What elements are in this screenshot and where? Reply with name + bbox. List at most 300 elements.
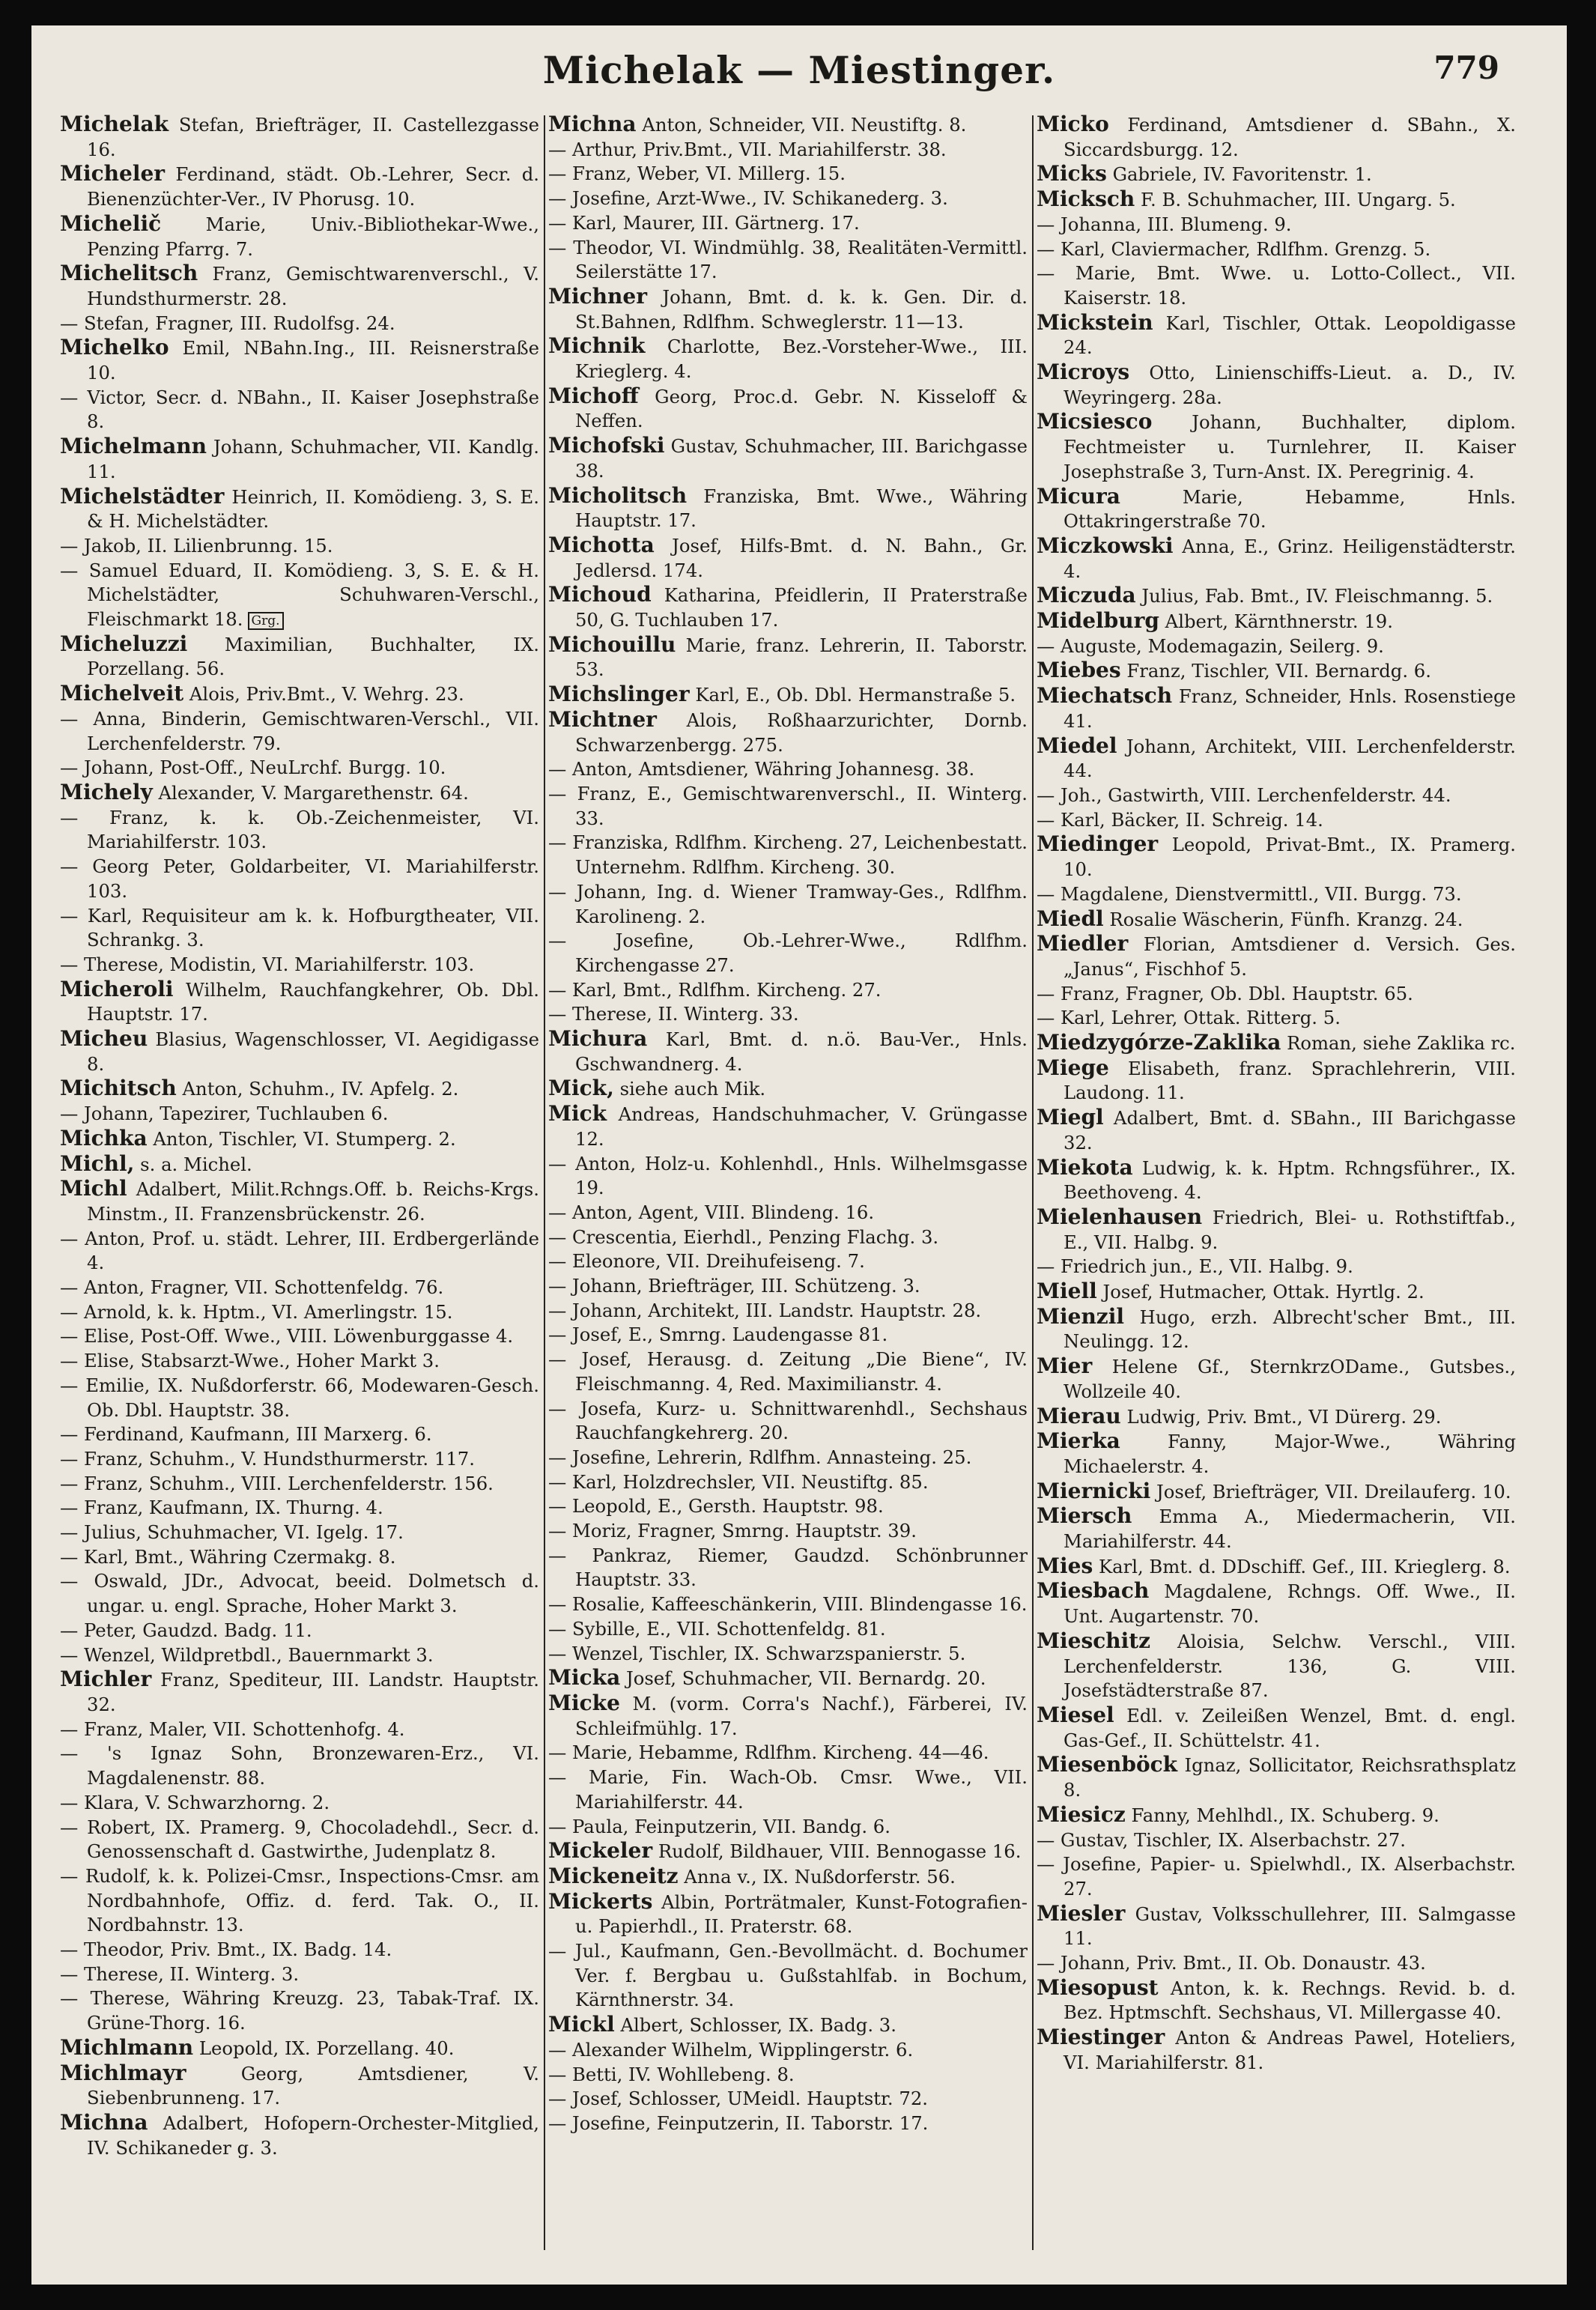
directory-entry [60,386,539,434]
directory-entry [60,1324,539,1349]
entry-details: Gustav, Tischler, IX. Alserbachstr. 27. [1061,1828,1407,1851]
entry-details: Adalbert, Milit.Rchngs.Off. b. Reichs-Krgs. Minstm., II. Franzensbrückenstr. 26. [87,1178,539,1225]
entry-headword: Miesicz [1037,1801,1126,1827]
directory-entry [548,1642,1028,1667]
entry-details: Josefine, Feinputzerin, II. Taborstr. 17. [572,2112,929,2134]
directory-entry [548,1494,1028,1519]
entry-details: Franz, Weber, VI. Millerg. 15. [572,163,846,185]
entry-details: Franz, Fragner, Ob. Dbl. Hauptstr. 65. [1061,982,1413,1004]
entry-details: Johann, Architekt, III. Landstr. Hauptstr. 28. [572,1299,982,1321]
directory-entry [1037,1579,1516,1628]
entry-headword: Mick, [548,1076,614,1101]
entry-details: Maximilian, Buchhalter, IX. Porzellang. 56. [87,633,539,680]
directory-entry [60,953,539,977]
entry-headword: — [1037,982,1055,1004]
directory-entry [548,929,1028,977]
entry-details: Anton, Schuhm., IV. Apfelg. 2. [182,1078,459,1100]
directory-entry [60,1472,539,1497]
directory-entry [1037,360,1516,410]
directory-entry [548,1617,1028,1642]
entry-details: Franz, E., Gemischtwarenverschl., II. Winterg. 33. [575,782,1028,829]
directory-entry [548,1544,1028,1592]
entry-headword: — [1037,634,1055,657]
entry-headword: Micka [548,1665,621,1691]
entry-headword: Michl [60,1176,127,1201]
directory-entry [548,1249,1028,1274]
directory-entry [60,1791,539,1816]
entry-details: Heinrich, II. Komödieng. 3, S. E. & H. Michelstädter. [87,485,539,533]
entry-headword: — [1037,1828,1055,1851]
entry-details: Ludwig, k. k. Hptm. Rchngsführer., IX. Beethoveng. 4. [1064,1156,1516,1204]
entry-headword: — [60,1987,79,2010]
entry-details: Rudolf, k. k. Polizei-Cmsr., Inspections-Cmsr. am Nordbahnhofe, Offiz. d. ferd. Tak. O., II. Nordbahnstr. 13. [85,1864,539,1936]
entry-details: Josefine, Ob.-Lehrer-Wwe., Rdlfhm. Kirchengasse 27. [575,930,1028,976]
directory-entry [60,1986,539,2035]
entry-headword: Michler [60,1667,152,1692]
entry-headword: Michitsch [60,1076,177,1101]
entry-details: Franziska, Rdlfhm. Kircheng. 27, Leichenbestatt. Unternehm. Rdlfhm. Kircheng. 30. [572,831,1028,879]
directory-entry [60,1521,539,1545]
entry-headword: Michura [548,1026,648,1052]
entry-details: Elisabeth, franz. Sprachlehrerin, VIII. Laudong. 11. [1064,1057,1516,1104]
entry-headword: — [548,1152,567,1174]
entry-details: Johann, Ing. d. Wiener Tramway-Ges., Rdlfhm. Karolineng. 2. [575,880,1028,927]
directory-entry [60,336,539,385]
entry-headword: — [548,138,567,160]
entry-details: F. B. Schuhmacher, III. Ungarg. 5. [1140,189,1456,211]
entry-headword: — [548,831,567,854]
entry-details: Georg, Amtsdiener, V. Siebenbrunneng. 17. [87,2062,539,2109]
entry-details: Josef, E., Smrng. Laudengasse 81. [572,1324,888,1346]
entry-details: Marie, franz. Lehrerin, II. Taborstr. 53. [575,634,1028,681]
directory-entry [548,1691,1028,1741]
entry-headword: — [60,1570,79,1592]
entry-details: Andreas, Handschuhmacher, V. Grüngasse 12. [575,1103,1028,1150]
entry-headword: — [548,1299,567,1321]
entry-headword: Michelmann [60,434,207,459]
entry-details: Johann, Tapezirer, Tuchlauben 6. [84,1103,389,1125]
directory-entry [60,756,539,780]
directory-entry [548,484,1028,533]
directory-entry [60,977,539,1027]
entry-details: Therese, II. Winterg. 3. [84,1962,300,1985]
entry-headword: — [60,707,79,730]
entry-details: Betti, IV. Wohllebeng. 8. [572,2063,795,2085]
entry-details: Karl, E., Ob. Dbl. Hermanstraße 5. [695,684,1016,706]
entry-headword: Michoud [548,582,652,607]
entry-headword: — [1037,1007,1055,1029]
directory-entry [548,782,1028,831]
entry-details: Anton, Agent, VIII. Blindeng. 16. [572,1201,875,1223]
directory-entry [1037,261,1516,310]
directory-entry [1037,1629,1516,1703]
entry-headword: — [548,782,567,804]
entry-details: Josefine, Arzt-Wwe., IV. Schikanederg. 3. [572,187,948,210]
entry-details: Franz, Maler, VII. Schottenhofg. 4. [84,1718,405,1740]
entry-headword: Miekota [1037,1154,1133,1180]
entry-headword: Midelburg [1037,608,1159,634]
entry-details: Alexander, V. Margarethenstr. 64. [158,781,469,804]
entry-details: Karl, Holzdrechsler, VII. Neustiftg. 85. [572,1470,929,1493]
entry-headword: Micheroli [60,976,174,1001]
directory-entry [1037,534,1516,583]
directory-entry [548,162,1028,187]
entry-headword: Michna [60,2109,148,2135]
directory-entry [548,1519,1028,1544]
directory-entry [548,285,1028,334]
entry-details: Magdalene, Dienstvermittl., VII. Burgg. 73. [1061,882,1462,905]
entry-details: Emil, NBahn.Ing., III. Reisnerstraße 10. [87,337,539,384]
entry-details: Franz, Gemischtwarenverschl., V. Hundsthurmerstr. 28. [87,263,539,309]
entry-details: Paula, Feinputzerin, VII. Bandg. 6. [572,1815,890,1837]
entry-details: Arnold, k. k. Hptm., VI. Amerlingstr. 15. [84,1300,453,1323]
entry-headword: — [548,1495,567,1518]
entry-details: Julius, Fab. Bmt., IV. Fleischmanng. 5. [1141,585,1493,607]
entry-headword: Miell [1037,1279,1097,1304]
entry-details: Emilie, IX. Nußdorferstr. 66, Modewaren-Gesch. Ob. Dbl. Hauptstr. 38. [85,1374,539,1421]
entry-headword: Miege [1037,1055,1109,1080]
entry-details: Adalbert, Hofopern-Orchester-Mitglied, IV. Schikaneder g. 3. [87,2112,539,2159]
entry-headword: Mickerts [548,1888,653,1914]
entry-details: Josef, Hutmacher, Ottak. Hyrtlg. 2. [1102,1281,1424,1303]
entry-headword: — [60,1350,79,1372]
directory-entry [1037,1354,1516,1404]
entry-details: Wilhelm, Rauchfangkehrer, Ob. Dbl. Hauptstr. 17. [87,978,539,1025]
directory-column-3 [1037,112,1516,2255]
entry-details: Franz, Schuhm., VIII. Lerchenfelderstr. 156. [84,1472,494,1494]
entry-details: Ferdinand, Amtsdiener d. SBahn., X. Siccardsburgg. 12. [1064,114,1516,160]
directory-entry [60,1643,539,1668]
directory-entry [548,1002,1028,1027]
entry-headword: Michouillu [548,631,676,657]
directory-entry [1037,1106,1516,1155]
entry-headword: Micsiesco [1037,409,1153,434]
entry-headword: — [548,1275,567,1297]
directory-entry [548,112,1028,138]
entry-headword: — [60,1472,79,1494]
entry-headword: Michna [548,112,637,136]
directory-entry [548,533,1028,583]
directory-entry [1037,1951,1516,1976]
entry-details: Franz, Schneider, Hnls. Rosenstiege 41. [1064,685,1516,732]
entry-details: Therese, Modistin, VI. Mariahilferstr. 103. [84,953,475,975]
entry-details: Hugo, erzh. Albrecht'scher Bmt., III. Neulingg. 12. [1064,1306,1516,1353]
entry-headword: Micheler [60,161,166,187]
directory-entry [1037,1902,1516,1951]
entry-details: Karl, Claviermacher, Rdlfhm. Grenzg. 5. [1061,237,1431,260]
entry-details: Leopold, Privat-Bmt., IX. Pramerg. 10. [1064,834,1516,881]
directory-entry [548,138,1028,163]
entry-headword: — [60,1521,79,1544]
entry-details: Albert, Kärnthnerstr. 19. [1165,610,1393,633]
entry-headword: — [60,1718,79,1740]
entry-headword: — [548,1470,567,1493]
entry-details: Joh., Gastwirth, VIII. Lerchenfelderstr. 44. [1061,783,1451,806]
directory-entry [60,1374,539,1422]
directory-entry [548,1592,1028,1617]
entry-details: Marie, Univ.-Bibliothekar-Wwe., Penzing Pfarrg. 7. [87,213,539,260]
entry-headword: Mierau [1037,1403,1121,1428]
entry-headword: — [1037,213,1055,235]
directory-entry [548,2087,1028,2112]
directory-entry [548,1027,1028,1076]
entry-headword: — [60,559,79,581]
entry-details: Friedrich, Blei- u. Rothstiftfab., E., VII. Halbg. 9. [1064,1206,1516,1253]
entry-details: Blasius, Wagenschlosser, VI. Aegidigasse 8. [87,1028,539,1075]
entry-details: Alois, Priv.Bmt., V. Wehrg. 23. [189,683,464,706]
entry-headword: — [548,930,567,952]
entry-headword: Miesbach [1037,1578,1150,1604]
directory-entry [548,1152,1028,1201]
entry-details: Elise, Post-Off. Wwe., VIII. Löwenburggasse 4. [84,1325,514,1348]
directory-entry [548,1225,1028,1250]
entry-headword: — [60,1374,79,1396]
entry-details: Albert, Schlosser, IX. Badg. 3. [620,2014,896,2037]
entry-details: Karl, Bmt. d. DDschiff. Gef., III. Krieglerg. 8. [1098,1555,1511,1577]
entry-details: Adalbert, Bmt. d. SBahn., III Barichgasse 32. [1064,1107,1516,1154]
directory-entry [60,1938,539,1962]
directory-entry [60,1718,539,1742]
entry-headword: — [548,1225,567,1248]
entry-headword: Michl, [60,1151,135,1176]
entry-details: Klara, V. Schwarzhorng. 2. [84,1791,330,1813]
entry-headword: — [60,1103,79,1125]
directory-entry [548,384,1028,434]
entry-headword: — [60,1423,79,1446]
entry-details: Franz, Tischler, VII. Bernardg. 6. [1126,660,1431,682]
entry-details: Leopold, E., Gersth. Hauptstr. 98. [572,1495,884,1518]
entry-headword: Micholitsch [548,482,688,508]
entry-headword: Miesel [1037,1703,1114,1727]
entry-details: Josef, Schlosser, UMeidl. Hauptstr. 72. [572,2088,929,2110]
entry-headword: Mick [548,1101,607,1127]
entry-headword: Mickeneitz [548,1863,679,1888]
entry-headword: Miedzygórze-Zaklika [1037,1030,1281,1055]
entry-details: Therese, II. Winterg. 33. [572,1003,799,1025]
entry-details: Anton, Fragner, VII. Schottenfeldg. 76. [84,1276,444,1299]
directory-entry [548,1470,1028,1495]
entry-headword: — [1037,808,1055,831]
entry-headword: Michnik [548,333,646,359]
entry-details: Pankraz, Riemer, Gaudzd. Schönbrunner Hauptstr. 33. [575,1544,1028,1591]
directory-entry [1037,485,1516,534]
entry-details: Johann, Bmt. d. k. k. Gen. Dir. d. St.Bahnen, Rdlfhm. Schweglerstr. 11—13. [575,285,1028,333]
directory-entry [1037,1305,1516,1354]
entry-headword: — [548,2112,567,2134]
entry-headword: — [548,2063,567,2085]
entry-headword: — [1037,1255,1055,1278]
directory-entry [60,559,539,632]
entry-details: Jul., Kaufmann, Gen.-Bevollmächt. d. Bochumer Ver. f. Bergbau u. Gußstahlfab. in Bochum, Kärnthnerstr. 34. [574,1940,1028,2011]
directory-entry [548,211,1028,236]
directory-entry [60,682,539,707]
entry-headword: — [548,1593,567,1616]
entry-headword: — [60,1619,79,1641]
directory-entry [548,978,1028,1003]
directory-entry [1037,882,1516,907]
entry-headword: Michlmayr [60,2060,186,2085]
entry-details: Peter, Gaudzd. Badg. 11. [84,1619,312,1641]
entry-headword: Micke [548,1691,620,1715]
entry-headword: — [60,1791,79,1813]
entry-details: Theodor, Priv. Bmt., IX. Badg. 14. [84,1938,392,1961]
entry-headword: — [548,1003,567,1025]
directory-entry [548,1323,1028,1348]
directory-entry [548,708,1028,757]
directory-entry [1037,684,1516,733]
directory-entry [60,1177,539,1226]
entry-headword: Miedinger [1037,831,1159,857]
entry-headword: Michslinger [548,682,690,707]
entry-details: Florian, Amtsdiener d. Versich. Ges. „Janus“, Fischhof 5. [1064,933,1516,980]
entry-headword: — [60,1325,79,1348]
entry-details: Johann, Post-Off., NeuLrchf. Burgg. 10. [84,757,446,779]
entry-headword: Mielenhausen [1037,1204,1203,1229]
entry-details: Anton, Holz-u. Kohlenhdl., Hnls. Wilhelmsgasse 19. [575,1152,1028,1199]
directory-entry [60,2036,539,2061]
directory-entry [60,1127,539,1152]
entry-details: Otto, Linienschiffs-Lieut. a. D., IV. Weyringerg. 28a. [1064,362,1516,408]
entry-headword: — [60,1742,79,1765]
entry-headword: — [548,1766,567,1789]
directory-entry [1037,1479,1516,1505]
directory-entry [1037,237,1516,262]
directory-entry [548,1765,1028,1814]
entry-headword: Micksch [1037,187,1135,212]
entry-details: Georg Peter, Goldarbeiter, VI. Mariahilferstr. 103. [87,855,539,902]
entry-details: Franz, Schuhm., V. Hundsthurmerstr. 117. [84,1447,475,1470]
entry-headword: — [1037,237,1055,260]
directory-entry [1037,1279,1516,1305]
entry-details: Marie, Bmt. Wwe. u. Lotto-Collect., VII. Kaiserstr. 18. [1064,262,1516,309]
entry-headword: — [60,312,79,334]
entry-details: Alois, Roßhaarzurichter, Dornb. Schwarzenbergg. 275. [575,709,1028,756]
directory-entry [60,1496,539,1521]
entry-details: Julius, Schuhmacher, VI. Igelg. 17. [84,1521,404,1544]
entry-details: Edl. v. Zeileißen Wenzel, Bmt. d. engl. Gas-Gef., II. Schüttelstr. 41. [1064,1705,1516,1751]
directory-entry [548,1666,1028,1691]
entry-headword: — [548,1348,567,1371]
directory-entry [548,831,1028,879]
entry-details: Wenzel, Wildpretbdl., Bauernmarkt 3. [84,1643,434,1666]
entry-headword: — [548,758,567,780]
entry-headword: Michelveit [60,681,184,706]
directory-entry [60,112,539,162]
entry-headword: Mierka [1037,1428,1120,1454]
entry-headword: — [60,1938,79,1961]
directory-entry [1037,1504,1516,1553]
entry-headword: — [60,757,79,779]
entry-headword: — [548,1520,567,1542]
entry-details: Johann, Briefträger, III. Schützeng. 3. [572,1275,920,1297]
entry-details: Charlotte, Bez.-Vorsteher-Wwe., III. Krieglerg. 4. [575,336,1028,383]
directory-entry [60,904,539,953]
entry-details: Katharina, Pfeidlerin, II Praterstraße 50, G. Tuchlauben 17. [575,584,1028,631]
directory-entry [1037,1554,1516,1580]
directory-entry [548,1741,1028,1765]
entry-details: Johanna, III. Blumeng. 9. [1061,213,1292,235]
directory-entry [60,1864,539,1938]
entry-details: Samuel Eduard, II. Komödieng. 3, S. E. & H. Michelstädter, Schuhwaren-Verschl., Fleischmarkt 18. [87,559,539,631]
entry-details: Victor, Secr. d. NBahn., II. Kaiser Josephstraße 8. [87,386,539,433]
entry-headword: — [548,1940,567,1962]
entry-headword: Miebes [1037,658,1121,683]
entry-details: Jakob, II. Lilienbrunng. 15. [84,534,333,557]
entry-details: Karl, Bmt., Währing Czermakg. 8. [84,1545,396,1568]
entry-details: Karl, Bäcker, II. Schreig. 14. [1061,808,1323,831]
directory-entry [60,1741,539,1790]
entry-details: Anna v., IX. Nußdorferstr. 56. [684,1865,956,1888]
entry-headword: Micheluzzi [60,631,188,656]
directory-entry [60,1152,539,1177]
directory-entry [1037,311,1516,360]
entry-headword: — [548,1815,567,1837]
directory-entry [548,2063,1028,2088]
entry-headword: — [1037,262,1055,285]
entry-headword: — [60,1447,79,1470]
entry-headword: Mienzil [1037,1303,1124,1329]
entry-headword: Mieschitz [1037,1628,1151,1653]
directory-entry [1037,734,1516,783]
entry-details: Elise, Stabsarzt-Wwe., Hoher Markt 3. [84,1350,440,1372]
entry-headword: Michelitsch [60,261,198,286]
entry-details: Josef, Schuhmacher, VII. Bernardg. 20. [625,1667,986,1690]
entry-details: Johann, Buchhalter, diplom. Fechtmeister u. Turnlehrer, II. Kaiser Josephstraße 3, Turn-Anst. IX. Peregrinig. 4. [1064,411,1516,482]
directory-entry [548,1102,1028,1151]
directory-entry [1037,932,1516,981]
directory-entry [1037,1828,1516,1853]
directory-entry [60,1545,539,1570]
directory-page [31,25,1567,2285]
entry-details: Anton, Schneider, VII. Neustiftg. 8. [642,114,967,136]
entry-headword: — [548,1324,567,1346]
directory-entry [548,1076,1028,1102]
directory-entry [1037,1404,1516,1430]
directory-entry [548,1274,1028,1299]
directory-entry [548,2038,1028,2063]
entry-details: Gustav, Schuhmacher, III. Barichgasse 38. [575,435,1028,482]
directory-entry [548,1446,1028,1470]
directory-entry [1037,1976,1516,2025]
entry-details: Rosalie, Kaffeeschänkerin, VIII. Blindengasse 16. [572,1593,1028,1616]
entry-details: Helene Gf., SternkrzODame., Gutsbes., Wollzeile 40. [1064,1356,1516,1402]
entry-headword: Micheu [60,1026,148,1052]
entry-details: s. a. Michel. [140,1153,252,1175]
entry-details: Therese, Währing Kreuzg. 23, Tabak-Traf. IX. Grüne-Thorg. 16. [87,1987,539,2034]
directory-entry [1037,1852,1516,1901]
directory-entry [60,707,539,756]
entry-headword: — [548,211,567,234]
entry-headword: Miedler [1037,931,1129,957]
directory-entry [1037,162,1516,187]
directory-entry [60,261,539,311]
directory-entry [60,855,539,903]
entry-headword: — [60,1276,79,1299]
entry-details: Crescentia, Eierhdl., Penzing Flachg. 3. [572,1225,939,1248]
entry-headword: — [548,880,567,903]
entry-headword: — [60,806,79,828]
directory-entry [1037,658,1516,684]
entry-headword: — [548,1446,567,1468]
directory-entry [60,806,539,855]
entry-headword: Michotta [548,532,655,557]
entry-details: Karl, Maurer, III. Gärtnerg. 17. [572,211,860,234]
entry-headword: — [60,1962,79,1985]
entry-details: Josef, Hilfs-Bmt. d. N. Bahn., Gr. Jedlersd. 174. [575,534,1028,581]
entry-headword: — [60,534,79,557]
directory-entry [1037,1031,1516,1056]
directory-entry [60,212,539,261]
